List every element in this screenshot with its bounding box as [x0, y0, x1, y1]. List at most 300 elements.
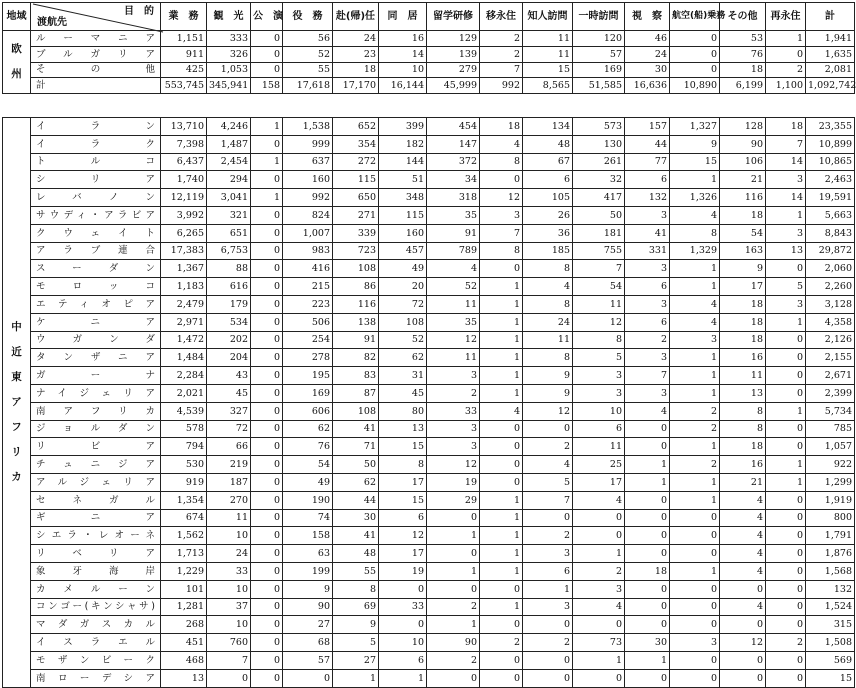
value-cell: 8: [720, 420, 766, 438]
value-cell: 674: [161, 509, 207, 527]
value-cell: 1,100: [766, 78, 806, 94]
value-cell: 115: [333, 171, 379, 189]
value-cell: 18: [720, 331, 766, 349]
value-cell: 169: [573, 62, 625, 78]
value-cell: 10: [379, 62, 427, 78]
value-cell: 76: [283, 438, 333, 456]
table-row: [3, 473, 855, 491]
value-cell: 11: [720, 367, 766, 385]
value-cell: 6,753: [207, 242, 251, 260]
value-cell: 108: [333, 402, 379, 420]
value-cell: 1: [670, 278, 720, 296]
value-cell: 105: [523, 189, 573, 207]
value-cell: 158: [283, 527, 333, 545]
destination-cell: 南アフリカ: [31, 402, 161, 420]
value-cell: 0: [670, 651, 720, 669]
value-cell: 254: [283, 331, 333, 349]
value-cell: 46: [625, 31, 670, 47]
value-cell: 45: [379, 384, 427, 402]
value-cell: 3: [523, 545, 573, 563]
table-row: [3, 135, 855, 153]
destination-cell: ジョルダン: [31, 420, 161, 438]
value-cell: 6: [573, 420, 625, 438]
value-cell: 48: [333, 545, 379, 563]
value-cell: 187: [207, 473, 251, 491]
value-cell: 116: [333, 295, 379, 313]
region-char: 欧: [11, 43, 22, 55]
value-cell: 2: [480, 634, 523, 652]
value-cell: 5,663: [806, 206, 855, 224]
value-cell: 1,635: [806, 46, 855, 62]
value-cell: 4: [427, 260, 480, 278]
value-cell: 327: [207, 402, 251, 420]
value-cell: 20: [379, 278, 427, 296]
table-row: [3, 349, 855, 367]
value-cell: 160: [283, 171, 333, 189]
value-cell: 52: [283, 46, 333, 62]
value-cell: 0: [766, 331, 806, 349]
value-cell: 7: [573, 260, 625, 278]
destination-cell: マダガスカル: [31, 616, 161, 634]
value-cell: 219: [207, 456, 251, 474]
value-cell: 454: [427, 118, 480, 136]
value-cell: 468: [161, 651, 207, 669]
value-cell: 354: [333, 135, 379, 153]
value-cell: 2: [670, 402, 720, 420]
value-cell: 318: [427, 189, 480, 207]
destination-cell: カメルーン: [31, 580, 161, 598]
value-cell: 1: [480, 313, 523, 331]
destination-cell: チュニジア: [31, 456, 161, 474]
value-cell: 0: [207, 669, 251, 687]
value-cell: 1: [427, 562, 480, 580]
value-cell: 760: [207, 634, 251, 652]
value-cell: 294: [207, 171, 251, 189]
value-cell: 0: [251, 598, 283, 616]
value-cell: 789: [427, 242, 480, 260]
value-cell: 3: [625, 260, 670, 278]
value-cell: 31: [379, 367, 427, 385]
value-cell: 3: [427, 367, 480, 385]
destination-cell: 南ローデシア: [31, 669, 161, 687]
value-cell: 0: [625, 669, 670, 687]
destination-cell: サウディ・アラビア: [31, 206, 161, 224]
value-cell: 7: [625, 367, 670, 385]
value-cell: 5: [333, 634, 379, 652]
value-cell: 0: [625, 420, 670, 438]
value-cell: 2: [427, 598, 480, 616]
value-cell: 270: [207, 491, 251, 509]
value-cell: 1: [766, 313, 806, 331]
value-cell: 144: [379, 153, 427, 171]
value-cell: 3: [625, 349, 670, 367]
value-cell: 0: [766, 598, 806, 616]
value-cell: 2: [573, 562, 625, 580]
value-cell: 0: [480, 580, 523, 598]
value-cell: 108: [333, 260, 379, 278]
value-cell: 6: [379, 509, 427, 527]
value-cell: 10,865: [806, 153, 855, 171]
value-cell: 108: [379, 313, 427, 331]
value-cell: 116: [720, 189, 766, 207]
value-cell: 11: [523, 331, 573, 349]
value-cell: 2,971: [161, 313, 207, 331]
value-cell: 1: [670, 491, 720, 509]
value-cell: 2,454: [207, 153, 251, 171]
value-cell: 195: [283, 367, 333, 385]
value-cell: 163: [720, 242, 766, 260]
value-cell: 0: [523, 509, 573, 527]
destination-cell: その他: [31, 62, 161, 78]
value-cell: 160: [379, 224, 427, 242]
value-cell: 43: [207, 367, 251, 385]
table-row: [3, 562, 855, 580]
value-cell: 3: [766, 224, 806, 242]
value-cell: 0: [766, 562, 806, 580]
value-cell: 5: [573, 349, 625, 367]
value-cell: 6: [625, 313, 670, 331]
region-char: リ: [11, 445, 22, 458]
value-cell: 0: [670, 31, 720, 47]
table-row: [3, 260, 855, 278]
value-cell: 7: [523, 491, 573, 509]
value-cell: 0: [480, 438, 523, 456]
region-header: 地域: [3, 3, 31, 31]
value-cell: 71: [333, 438, 379, 456]
value-cell: 29: [427, 491, 480, 509]
value-cell: 53: [720, 31, 766, 47]
value-cell: 1: [480, 562, 523, 580]
value-cell: 120: [573, 31, 625, 47]
value-cell: 8: [480, 242, 523, 260]
destination-cell: タンザニア: [31, 349, 161, 367]
value-cell: 11: [573, 295, 625, 313]
value-cell: 8: [480, 153, 523, 171]
value-cell: 11: [207, 509, 251, 527]
value-cell: 67: [523, 153, 573, 171]
value-cell: 8: [523, 260, 573, 278]
value-cell: 3,041: [207, 189, 251, 207]
value-cell: 10: [207, 616, 251, 634]
value-cell: 2: [480, 46, 523, 62]
destination-cell: ギニア: [31, 509, 161, 527]
value-cell: 169: [283, 384, 333, 402]
value-cell: 4,539: [161, 402, 207, 420]
value-cell: 4: [670, 295, 720, 313]
table-row: [3, 598, 855, 616]
column-header: 留学研修: [427, 3, 480, 31]
value-cell: 0: [766, 545, 806, 563]
value-cell: 417: [573, 189, 625, 207]
value-cell: 372: [427, 153, 480, 171]
value-cell: 6,437: [161, 153, 207, 171]
value-cell: 12,119: [161, 189, 207, 207]
value-cell: 1: [480, 367, 523, 385]
region-cell: [3, 31, 31, 94]
value-cell: 11: [573, 438, 625, 456]
europe-body: [3, 31, 855, 94]
value-cell: 1,326: [670, 189, 720, 207]
value-cell: 86: [333, 278, 379, 296]
value-cell: 1: [670, 349, 720, 367]
value-cell: 139: [427, 46, 480, 62]
destination-cell: 計: [31, 78, 161, 94]
value-cell: 15: [523, 62, 573, 78]
value-cell: 0: [670, 46, 720, 62]
value-cell: 72: [379, 295, 427, 313]
value-cell: 199: [283, 562, 333, 580]
value-cell: 339: [333, 224, 379, 242]
value-cell: 15: [670, 153, 720, 171]
value-cell: 49: [283, 473, 333, 491]
table-row: [3, 527, 855, 545]
header-row: [3, 3, 855, 31]
table-row: [3, 331, 855, 349]
value-cell: 1: [427, 616, 480, 634]
value-cell: 157: [625, 118, 670, 136]
value-cell: 0: [573, 509, 625, 527]
value-cell: 68: [283, 634, 333, 652]
value-cell: 1: [523, 580, 573, 598]
value-cell: 10: [573, 402, 625, 420]
value-cell: 18: [333, 62, 379, 78]
value-cell: 44: [625, 135, 670, 153]
value-cell: 1: [625, 651, 670, 669]
value-cell: 44: [333, 491, 379, 509]
value-cell: 51,585: [573, 78, 625, 94]
value-cell: 16: [720, 349, 766, 367]
value-cell: 9: [523, 367, 573, 385]
value-cell: 457: [379, 242, 427, 260]
value-cell: 0: [251, 46, 283, 62]
value-cell: 2: [523, 634, 573, 652]
value-cell: 1: [379, 669, 427, 687]
value-cell: 128: [720, 118, 766, 136]
value-cell: 0: [766, 420, 806, 438]
destination-cell: ガーナ: [31, 367, 161, 385]
value-cell: 0: [251, 669, 283, 687]
value-cell: 723: [333, 242, 379, 260]
value-cell: 0: [251, 224, 283, 242]
value-cell: 147: [427, 135, 480, 153]
column-header: 移永住: [480, 3, 523, 31]
value-cell: 0: [573, 527, 625, 545]
value-cell: 534: [207, 313, 251, 331]
value-cell: 0: [251, 402, 283, 420]
purpose-label: 目 的: [124, 5, 154, 17]
value-cell: 13,710: [161, 118, 207, 136]
value-cell: 2: [480, 31, 523, 47]
value-cell: 4: [523, 278, 573, 296]
table-row: [3, 278, 855, 296]
value-cell: 425: [161, 62, 207, 78]
table-row: [3, 78, 855, 94]
value-cell: 18: [720, 313, 766, 331]
value-cell: 10,890: [670, 78, 720, 94]
value-cell: 0: [251, 562, 283, 580]
value-cell: 106: [720, 153, 766, 171]
value-cell: 1: [670, 473, 720, 491]
value-cell: 2,260: [806, 278, 855, 296]
value-cell: 1,151: [161, 31, 207, 47]
value-cell: 0: [251, 473, 283, 491]
value-cell: 10: [379, 634, 427, 652]
region-char: ア: [11, 395, 22, 408]
value-cell: 824: [283, 206, 333, 224]
table-row: [3, 545, 855, 563]
value-cell: 800: [806, 509, 855, 527]
value-cell: 4,358: [806, 313, 855, 331]
value-cell: 8: [573, 331, 625, 349]
value-cell: 1,007: [283, 224, 333, 242]
value-cell: 1,354: [161, 491, 207, 509]
value-cell: 0: [573, 669, 625, 687]
table-row: [3, 402, 855, 420]
value-cell: 202: [207, 331, 251, 349]
value-cell: 73: [573, 634, 625, 652]
value-cell: 12: [720, 634, 766, 652]
value-cell: 33: [427, 402, 480, 420]
value-cell: 1,329: [670, 242, 720, 260]
value-cell: 553,745: [161, 78, 207, 94]
value-cell: 1: [766, 456, 806, 474]
value-cell: 0: [625, 527, 670, 545]
value-cell: 0: [251, 171, 283, 189]
value-cell: 12: [427, 331, 480, 349]
value-cell: 1: [480, 598, 523, 616]
value-cell: 87: [333, 384, 379, 402]
value-cell: 0: [625, 580, 670, 598]
value-cell: 17,170: [333, 78, 379, 94]
table-row: [3, 46, 855, 62]
value-cell: 77: [625, 153, 670, 171]
value-cell: 51: [379, 171, 427, 189]
value-cell: 271: [333, 206, 379, 224]
value-cell: 4: [480, 135, 523, 153]
value-cell: 0: [720, 580, 766, 598]
value-cell: 41: [333, 527, 379, 545]
value-cell: 101: [161, 580, 207, 598]
value-cell: 1: [333, 669, 379, 687]
value-cell: 6: [379, 651, 427, 669]
value-cell: 0: [766, 669, 806, 687]
region-cell: [3, 118, 31, 688]
value-cell: 16,636: [625, 78, 670, 94]
table-row: [3, 206, 855, 224]
table-row: [3, 171, 855, 189]
value-cell: 3: [766, 295, 806, 313]
value-cell: 35: [427, 313, 480, 331]
column-header: 観 光: [207, 3, 251, 31]
value-cell: 1,740: [161, 171, 207, 189]
value-cell: 4: [573, 598, 625, 616]
value-cell: 90: [283, 598, 333, 616]
value-cell: 34: [427, 171, 480, 189]
value-cell: 27: [333, 651, 379, 669]
value-cell: 9: [670, 135, 720, 153]
destination-cell: エティオピア: [31, 295, 161, 313]
value-cell: 992: [283, 189, 333, 207]
table-row: [3, 616, 855, 634]
value-cell: 0: [427, 669, 480, 687]
value-cell: 130: [573, 135, 625, 153]
value-cell: 76: [720, 46, 766, 62]
value-cell: 606: [283, 402, 333, 420]
value-cell: 0: [625, 438, 670, 456]
value-cell: 5: [766, 278, 806, 296]
value-cell: 6: [625, 171, 670, 189]
value-cell: 8,843: [806, 224, 855, 242]
value-cell: 1,508: [806, 634, 855, 652]
value-cell: 5: [523, 473, 573, 491]
value-cell: 0: [251, 331, 283, 349]
value-cell: 451: [161, 634, 207, 652]
value-cell: 1: [625, 473, 670, 491]
value-cell: 181: [573, 224, 625, 242]
destination-cell: シリア: [31, 171, 161, 189]
value-cell: 0: [480, 171, 523, 189]
value-cell: 279: [427, 62, 480, 78]
value-cell: 2,126: [806, 331, 855, 349]
value-cell: 1: [480, 349, 523, 367]
column-header: 同 居: [379, 3, 427, 31]
value-cell: 2,399: [806, 384, 855, 402]
column-header: 赴(帰)任: [333, 3, 379, 31]
value-cell: 215: [283, 278, 333, 296]
value-cell: 26: [523, 206, 573, 224]
value-cell: 21: [720, 171, 766, 189]
value-cell: 185: [523, 242, 573, 260]
destination-cell: リビア: [31, 438, 161, 456]
value-cell: 1: [573, 651, 625, 669]
value-cell: 30: [625, 634, 670, 652]
value-cell: 0: [670, 598, 720, 616]
value-cell: 1: [480, 331, 523, 349]
value-cell: 0: [379, 580, 427, 598]
value-cell: 14: [766, 189, 806, 207]
value-cell: 1: [251, 153, 283, 171]
value-cell: 9: [333, 616, 379, 634]
value-cell: 74: [283, 509, 333, 527]
value-cell: 0: [480, 420, 523, 438]
value-cell: 3: [523, 598, 573, 616]
value-cell: 1: [480, 278, 523, 296]
value-cell: 57: [283, 651, 333, 669]
value-cell: 69: [333, 598, 379, 616]
value-cell: 1,057: [806, 438, 855, 456]
table-row: [3, 438, 855, 456]
value-cell: 1: [573, 545, 625, 563]
value-cell: 578: [161, 420, 207, 438]
value-cell: 0: [720, 651, 766, 669]
value-cell: 4: [720, 562, 766, 580]
value-cell: 41: [333, 420, 379, 438]
value-cell: 15: [379, 438, 427, 456]
value-cell: 8: [379, 456, 427, 474]
value-cell: 0: [251, 438, 283, 456]
value-cell: 11: [427, 295, 480, 313]
value-cell: 24: [625, 46, 670, 62]
value-cell: 0: [766, 509, 806, 527]
value-cell: 3: [573, 367, 625, 385]
value-cell: 530: [161, 456, 207, 474]
value-cell: 19: [427, 473, 480, 491]
value-cell: 331: [625, 242, 670, 260]
value-cell: 41: [625, 224, 670, 242]
destination-cell: イラン: [31, 118, 161, 136]
destination-cell: ウガンダ: [31, 331, 161, 349]
value-cell: 0: [251, 31, 283, 47]
